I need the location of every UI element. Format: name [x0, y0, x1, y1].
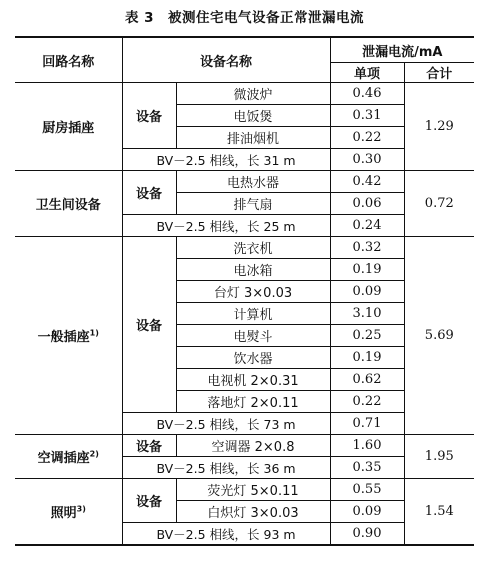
header-circuit-name: 回路名称 [15, 37, 122, 83]
device-name: 电视机 2×0.31 [176, 369, 330, 391]
circuit-name: 卫生间设备 [35, 198, 101, 213]
device-name: 微波炉 [176, 83, 330, 105]
cable-leakage-value: 0.71 [330, 413, 404, 435]
single-leakage-value: 0.46 [330, 83, 404, 105]
header-single: 单项 [330, 63, 404, 83]
device-name: 台灯 3×0.03 [176, 281, 330, 303]
table-row [15, 479, 474, 501]
header-device-name: 设备名称 [122, 37, 330, 83]
device-name: 排油烟机 [176, 127, 330, 149]
circuit-name: 厨房插座 [42, 121, 95, 136]
cable-leakage-value: 0.35 [330, 457, 404, 479]
device-group-label: 设备 [122, 435, 176, 457]
footnote-marker: 2) [89, 449, 99, 459]
device-name: 饮水器 [176, 347, 330, 369]
cable-leakage-value: 0.90 [330, 523, 404, 546]
single-leakage-value: 0.09 [330, 281, 404, 303]
single-leakage-value: 0.32 [330, 237, 404, 259]
single-leakage-value: 1.60 [330, 435, 404, 457]
table-row [15, 171, 474, 193]
device-name: 落地灯 2×0.11 [176, 391, 330, 413]
total-leakage-value: 1.29 [404, 83, 474, 171]
device-name: 空调器 2×0.8 [176, 435, 330, 457]
single-leakage-value: 0.06 [330, 193, 404, 215]
cable-description: BV－2.5 相线，长 36 m [122, 457, 330, 479]
single-leakage-value: 0.42 [330, 171, 404, 193]
total-leakage-value: 1.54 [404, 479, 474, 546]
device-name: 荧光灯 5×0.11 [176, 479, 330, 501]
circuit-name: 一般插座 [37, 330, 90, 345]
device-name: 洗衣机 [176, 237, 330, 259]
footnote-marker: 1) [89, 328, 99, 338]
circuit-name-cell [15, 435, 122, 479]
circuit-name-cell [15, 479, 122, 546]
cable-leakage-value: 0.30 [330, 149, 404, 171]
device-name: 电冰箱 [176, 259, 330, 281]
device-name: 电饭煲 [176, 105, 330, 127]
leakage-current-table [15, 36, 474, 546]
device-group-label: 设备 [122, 171, 176, 215]
header-row-1 [15, 37, 474, 63]
total-leakage-value: 5.69 [404, 237, 474, 435]
single-leakage-value: 0.22 [330, 391, 404, 413]
device-group-label: 设备 [122, 237, 176, 413]
cable-description: BV－2.5 相线，长 93 m [122, 523, 330, 546]
total-leakage-value: 0.72 [404, 171, 474, 237]
circuit-name: 照明 [50, 506, 77, 521]
table-caption: 表 3 被测住宅电气设备正常泄漏电流 [124, 10, 365, 26]
device-name: 电热水器 [176, 171, 330, 193]
device-group-label: 设备 [122, 479, 176, 523]
header-total: 合计 [404, 63, 474, 83]
cable-leakage-value: 0.24 [330, 215, 404, 237]
single-leakage-value: 0.09 [330, 501, 404, 523]
single-leakage-value: 0.19 [330, 347, 404, 369]
table-row [15, 237, 474, 259]
single-leakage-value: 0.55 [330, 479, 404, 501]
device-group-label: 设备 [122, 83, 176, 149]
device-name: 计算机 [176, 303, 330, 325]
circuit-name-cell [15, 83, 122, 171]
total-leakage-value: 1.95 [404, 435, 474, 479]
header-leakage-current: 泄漏电流/mA [330, 37, 474, 63]
device-name: 白炽灯 3×0.03 [176, 501, 330, 523]
circuit-name-cell [15, 171, 122, 237]
device-name: 电熨斗 [176, 325, 330, 347]
cable-description: BV－2.5 相线，长 73 m [122, 413, 330, 435]
device-name: 排气扇 [176, 193, 330, 215]
cable-description: BV－2.5 相线，长 25 m [122, 215, 330, 237]
single-leakage-value: 0.31 [330, 105, 404, 127]
single-leakage-value: 0.22 [330, 127, 404, 149]
single-leakage-value: 0.25 [330, 325, 404, 347]
circuit-name: 空调插座 [37, 451, 90, 466]
circuit-name-cell [15, 237, 122, 435]
single-leakage-value: 0.19 [330, 259, 404, 281]
single-leakage-value: 3.10 [330, 303, 404, 325]
table-row [15, 83, 474, 105]
table-row [15, 435, 474, 457]
cable-description: BV－2.5 相线，长 31 m [122, 149, 330, 171]
footnote-marker: 3) [76, 504, 86, 514]
single-leakage-value: 0.62 [330, 369, 404, 391]
